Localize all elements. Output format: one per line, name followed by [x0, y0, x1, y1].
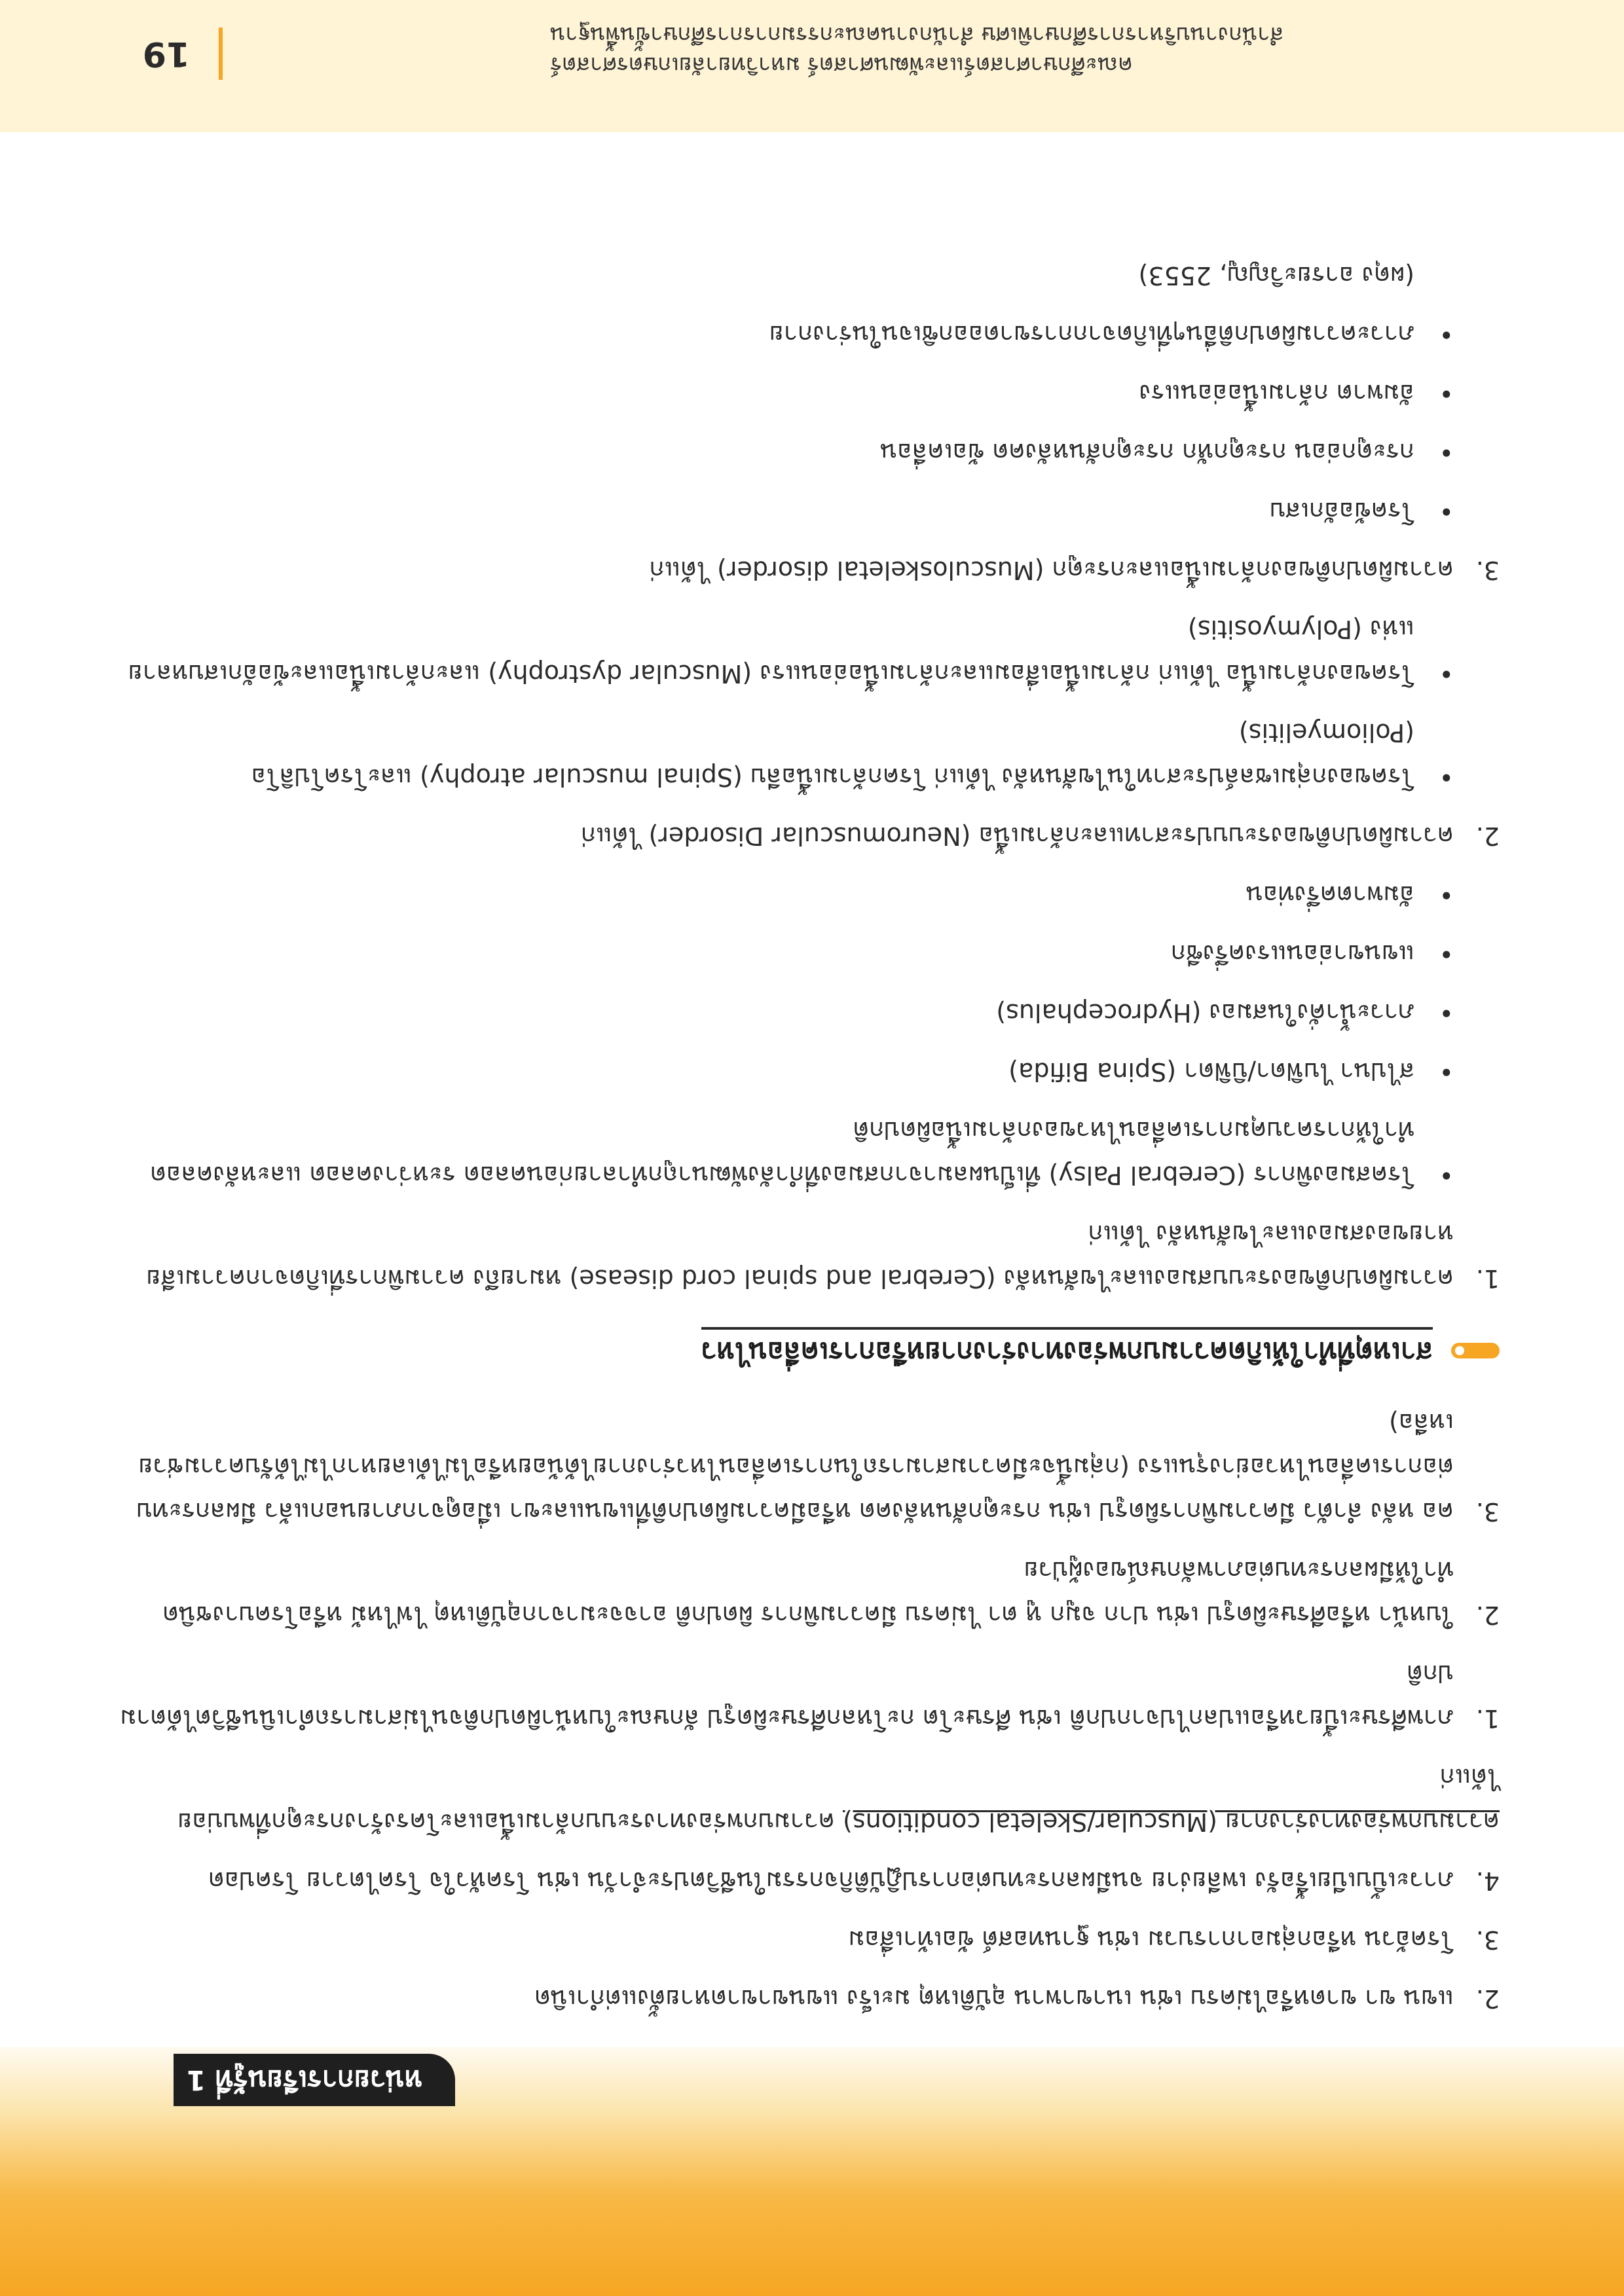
- continued-item: [118, 1918, 1500, 1962]
- item-number: 4.: [1475, 1867, 1500, 1895]
- cause-bullets: [118, 607, 1454, 799]
- item-text: ภาวะเบิ้บเบียเรื้อรัง เพลียง่าย จนมีผลกระทบต่อการปฏิบัติกิจกรรมในชีวิตประจำวัน เช่น โรคหัวใจ โรคไตวาย โรคปอด: [208, 1867, 1454, 1895]
- bullet-text: ภาวะความผิดปกติอื่นๆที่เกิดจากการขาดออกซิเจนในร่างกาย: [769, 320, 1414, 349]
- bullet-item: [118, 371, 1454, 416]
- bullet-icon: [1414, 371, 1454, 416]
- skeletal-item: [118, 1400, 1500, 1534]
- cause-item: [118, 1212, 1500, 1301]
- footer-divider: [219, 27, 223, 80]
- bullet-icon: [1414, 489, 1454, 534]
- page-number: 19: [142, 34, 190, 73]
- bullet-item: [118, 1108, 1454, 1197]
- bullet-icon: [1414, 873, 1454, 917]
- bullet-item: [118, 312, 1454, 357]
- bullet-text: อัมพาต กล้ามเนื้ออ่อนแรง: [1139, 379, 1414, 408]
- item-text: คอ หลัง ลำตัว มีความพิการผิดรูป เช่น กระดูกสันหลังคด หรือมีความผิดปกติที่แขนและขา เมื่อดูจากภายนอกแล้ว มีผลกระทบต่อการเคลื่อนไหวอย่างรุนแรง (กลุ่มนี้จะมีความสามารถในการเคลื่อนไหวร่างกายได้น้อยหรือไม่ได้เลยหากไม่ได้รับความช่วยเหลือ): [136, 1408, 1454, 1526]
- bullet-icon: [1414, 710, 1454, 799]
- causes-list: [118, 312, 1500, 1301]
- continued-item: [118, 1977, 1500, 2021]
- bullet-text: ภาวะน้ำคั่งในสมอง (Hydrocephalus): [996, 998, 1414, 1027]
- main-content: [118, 239, 1500, 2021]
- bullet-text: โรคของกลุ่มเซลล์ประสาทในไขสันหลัง ได้แก่ โรคกล้ามเนื้อลีบ (Spinal muscular atrophy) และโรคโปลิโอ (Poliomyelitis): [251, 718, 1414, 792]
- heading-marker-icon: [1451, 1343, 1500, 1358]
- skeletal-intro-rest: ความบกพร่องทางระบบกล้ามเนื้อและโครงร้างกระดูกที่พบบ่อยได้แก่: [177, 1763, 1500, 1836]
- item-text: ใบหน้า หรือศีรษะผิดรูป เช่น ปาก จมูก หู ตา ไม่ครบ มีความพิการ ผิดปกติ อาจจะมาจากอุบัติเหตุ ไฟไหม้ หรือโรคบางชนิด ทำให้มีผลกระทบต่อภาพลักษณ์ของผู้ป่วย: [162, 1556, 1454, 1630]
- bullet-text: สไปนา ไบฟิดา/บิฟิดา (Spina Bifida): [1008, 1057, 1414, 1086]
- item-number: 1.: [1475, 1704, 1500, 1733]
- bullet-item: [118, 489, 1454, 534]
- cause-item: [118, 548, 1500, 592]
- bullet-text: แขนขาอ่อนแรงครึ่งซีก: [1170, 939, 1414, 968]
- bullet-item: [118, 430, 1454, 475]
- bullet-item: [118, 873, 1454, 917]
- item-text: ภาพศีรษะเบี้ยวหรือแปลกไปจากปกติ เช่น ศีรษะโต กะโหลกศีรษะผิดรูป ลักษณะใบหน้าผิดปกติจนไม่สามารถดำเนินชีวิตได้ตามปกติ: [120, 1660, 1454, 1733]
- unit-tab-label: หน่วยการเรียนรู้ที่ 1: [186, 2064, 423, 2096]
- bullet-icon: [1414, 991, 1454, 1035]
- bullet-item: [118, 932, 1454, 976]
- item-number: 3.: [1475, 1497, 1500, 1526]
- cause-item: [118, 814, 1500, 858]
- bullet-icon: [1414, 430, 1454, 475]
- bullet-icon: [1414, 1108, 1454, 1197]
- continued-item: [118, 1859, 1500, 1903]
- bullet-icon: [1414, 1049, 1454, 1094]
- footer-line-2: สำนักงานบริหารการศึกษาพิเศษ สำนักงานคณะกรรมการการศึกษาขั้นพื้นฐาน: [550, 22, 1284, 48]
- unit-tab: [174, 2054, 455, 2106]
- bullet-icon: [1414, 312, 1454, 357]
- cause-bullets: [118, 312, 1454, 534]
- footer-line-1: คณะศึกษาศาสตร์และพัฒนศาสตร์ มหาวิทยาลัยเกษตรศาสตร์: [550, 52, 1133, 78]
- item-number: 3.: [1475, 1925, 1500, 1954]
- bullet-text: กระดูกอ่อน กระดูกหัก กระดูกสันหลังคด ข้อเคลื่อน: [880, 438, 1414, 467]
- item-text: ความผิดปกติของระบบสมองและไขสันหลัง (Cerebral and spinal cord disease) หมายถึง ความพิการที่เกิดจากความเสียหายของสมองและไขสันหลัง ได้แก่: [146, 1220, 1454, 1293]
- cause-bullets: [118, 873, 1454, 1197]
- skeletal-list: [118, 1400, 1500, 1741]
- bullet-text: โรคข้ออักเสบ: [1269, 497, 1414, 526]
- item-number: 2.: [1475, 822, 1500, 850]
- item-text: ความผิดปกติของกล้ามเนื้อและกระดูก (Musculoskeletal disorder) ได้แก่: [649, 556, 1454, 585]
- item-text: ความผิดปกติของระบบประสาทและกล้ามเนื้อ (Neuromuscular Disorder) ได้แก่: [581, 822, 1454, 850]
- bullet-item: [118, 607, 1454, 696]
- skeletal-intro-term: ความบกพร่องทางร่างกาย (Muscular/Skeletal conditions): [842, 1808, 1500, 1836]
- citation: (ผดุง อารยะวิญญู, 2553): [1138, 261, 1414, 290]
- bullet-text: อัมพาตครึ่งท่อน: [1246, 881, 1414, 909]
- bullet-item: [118, 991, 1454, 1035]
- skeletal-intro: [118, 1755, 1500, 1844]
- bullet-text: โรคของกล้ามเนื้อ ได้แก่ กล้ามเนื้อเสื่อมและกล้ามเนื้ออ่อนแรง (Muscular dystrophy) และกล้ามเนื้อและข้ออักเสบหลายแห่ง (Polymyositis): [128, 615, 1414, 688]
- item-text: โรคอ้วน หรือกลุ่มอาการบวม เช่น ฐานทอสต์ ข้อเท้าเสื่อม: [848, 1925, 1454, 1954]
- bullet-icon: [1414, 607, 1454, 696]
- item-number: 2.: [1475, 1984, 1500, 2013]
- section-heading-title: สาเหตุที่ทำให้เกิดความบกพร่องทางร่างกายหรือการเคลื่อนไหว: [701, 1327, 1433, 1374]
- section-heading: [118, 1327, 1500, 1374]
- item-number: 1.: [1475, 1264, 1500, 1293]
- skeletal-item: [118, 1652, 1500, 1741]
- skeletal-item: [118, 1548, 1500, 1637]
- bullet-item: [118, 710, 1454, 799]
- item-number: 2.: [1475, 1601, 1500, 1630]
- bullet-item: [118, 1049, 1454, 1094]
- item-text: แขน ขา ขาดหรือไม่ครบ เช่น เนาขาพาน อุบัติเหตุ มะเร็ง แขนขาขาดหายตั้งแต่กำเนิด: [534, 1984, 1454, 2013]
- continued-list: [118, 1859, 1500, 2021]
- item-number: 3.: [1475, 556, 1500, 585]
- bullet-text: โรคสมองพิการ (Cerebral Palsy) ที่เป็นผลมาจากสมองที่กำลังพัฒนาถูกทำลายก่อนคลอด ระหว่างคลอด และหลังคลอดทำให้การควบคุมการเคลื่อนไหวของกล้ามเนื้อผิดปกติ: [150, 1116, 1414, 1190]
- bullet-icon: [1414, 932, 1454, 976]
